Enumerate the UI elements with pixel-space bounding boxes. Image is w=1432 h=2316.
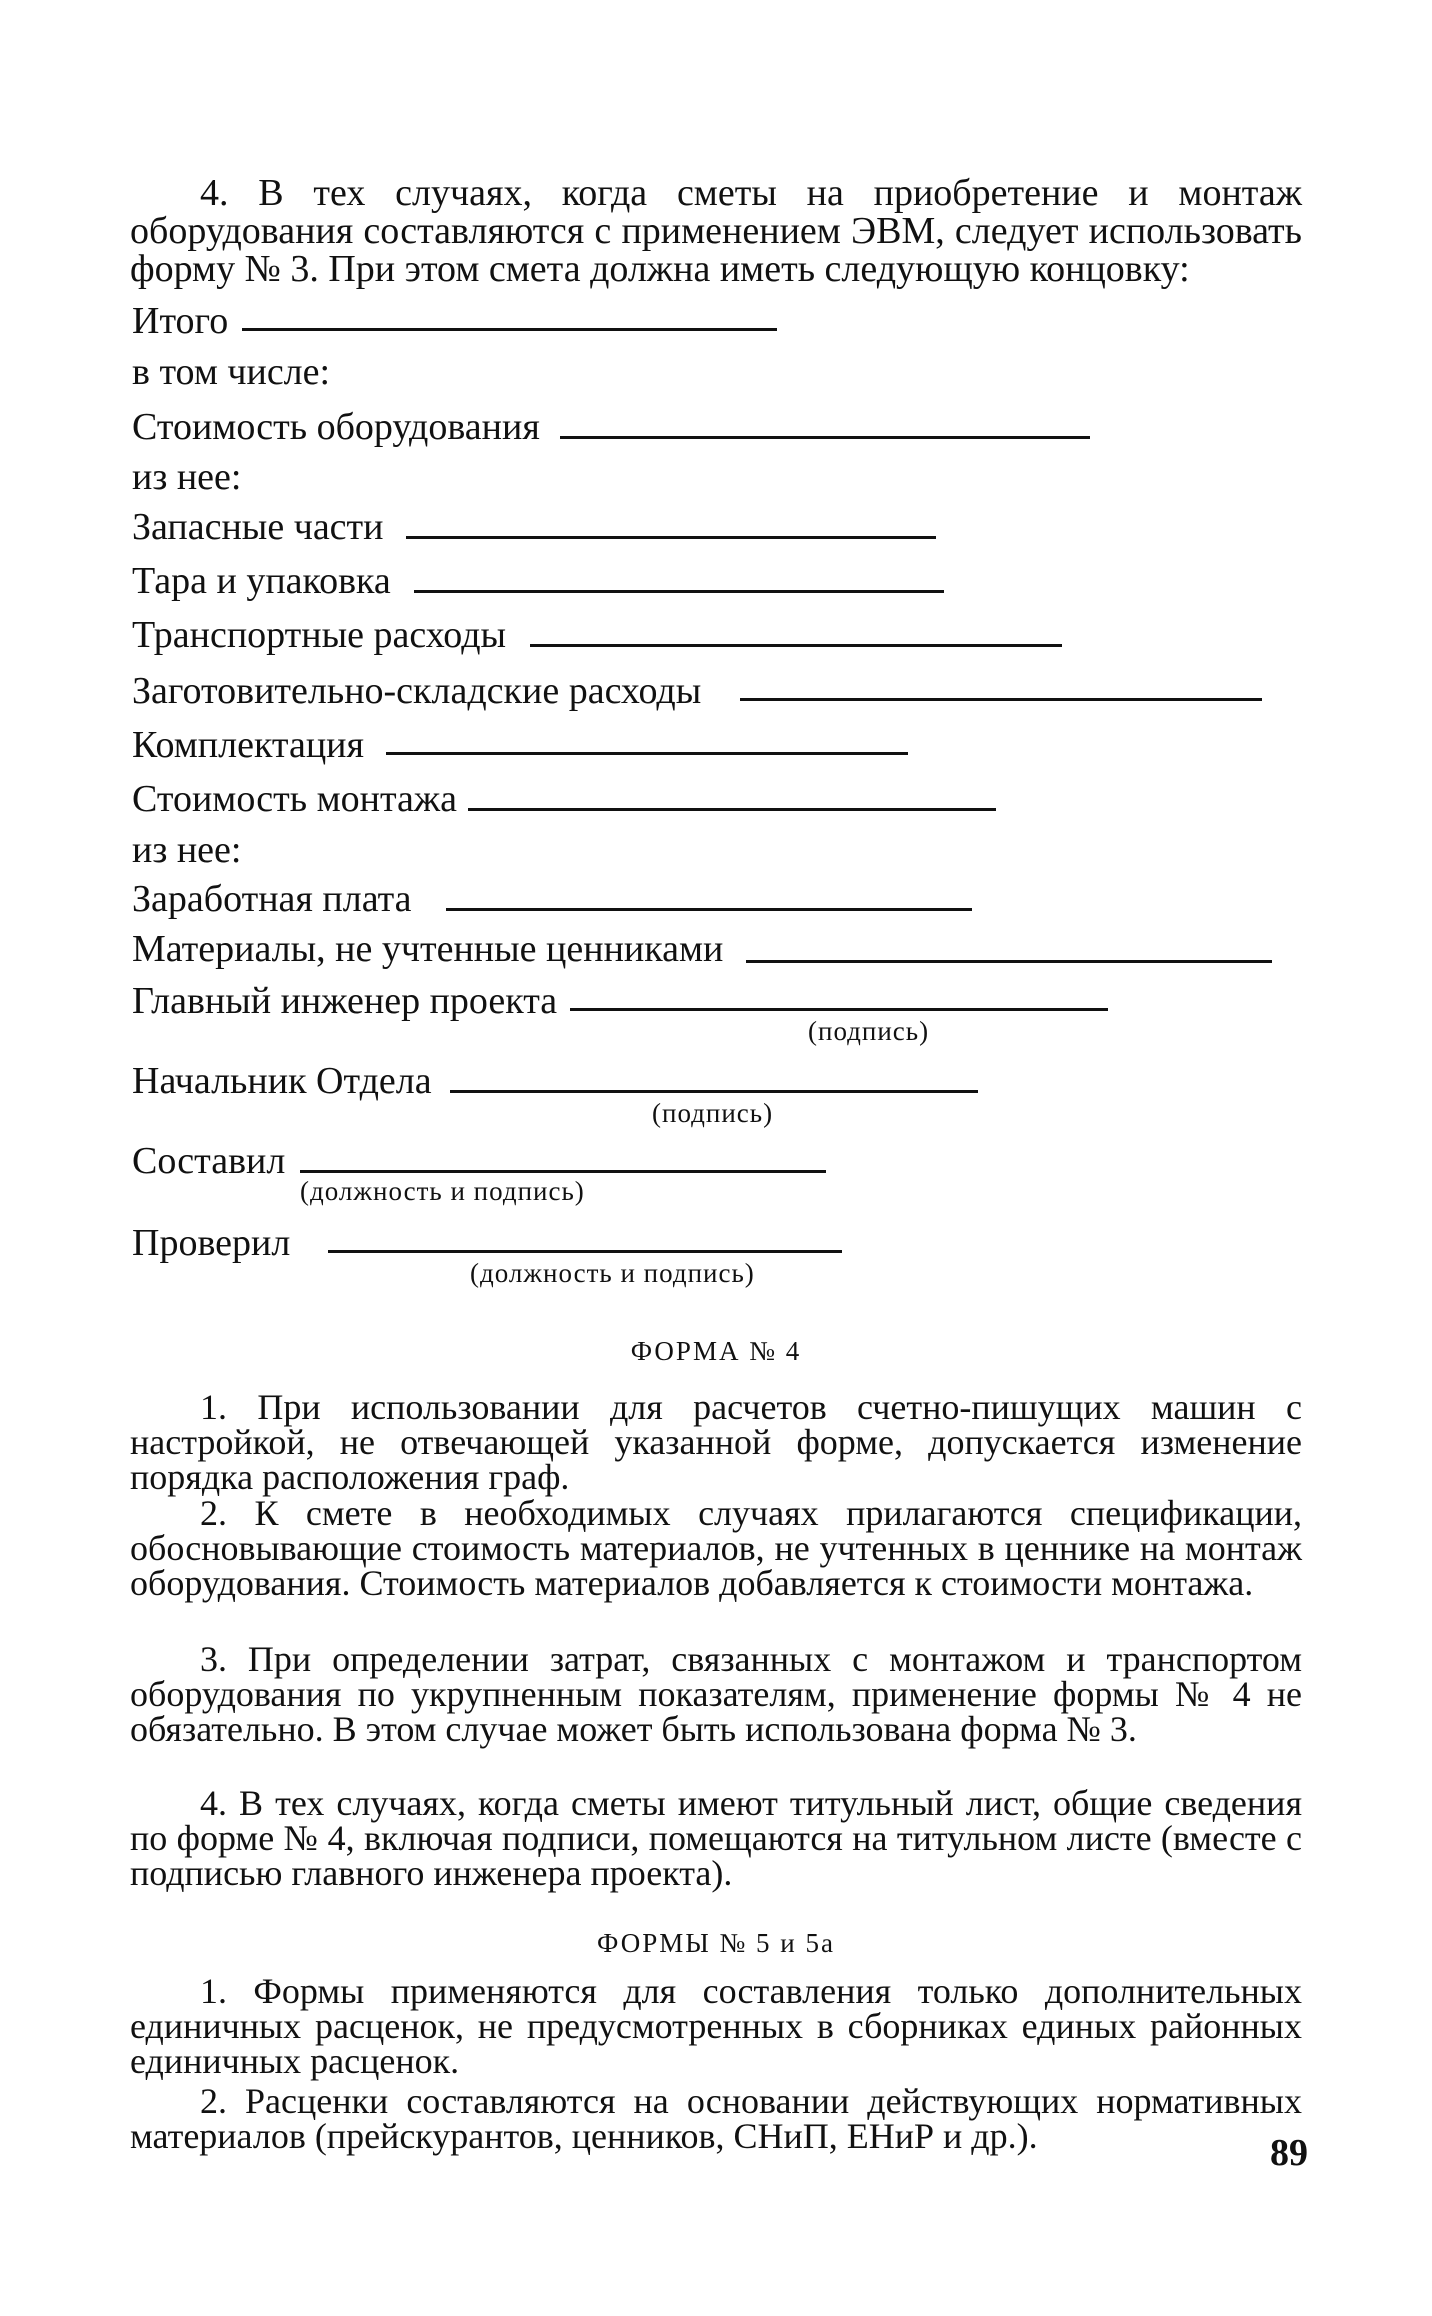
form4-item-4: 4. В тех случаях, когда сметы имеют титульный лист, общие сведения по форме № 4, включая подписи, помещаются на титульном листе (вместе с подписью главного инженера проекта). [130,1783,1302,1893]
field-stoimost-montazha [132,764,1132,824]
signature-dept-head [132,1046,1232,1126]
field-stoimost-oborudovaniya [132,392,1232,452]
signature-line [570,1008,1108,1011]
form4-heading: ФОРМА № 4 [630,1336,802,1366]
signature-label: Проверил [132,1222,291,1264]
form4-item-3: 3. При определении затрат, связанных с монтажом и транспортом оборудования по укрупненным показателям, применение формы № 4 не обязательно. В этом случае может быть использована форма № 3. [130,1639,1302,1749]
field-label: Заработная плата [132,878,412,920]
signature-checked [132,1208,1132,1288]
signature-chief-engineer [132,966,1282,1046]
blank-line [414,590,944,593]
field-tara [132,546,1132,606]
signature-caption: (должность и подпись) [470,1258,755,1288]
signature-line [300,1170,826,1173]
signature-caption: (подпись) [652,1098,774,1128]
signature-line [450,1090,978,1093]
field-komplektaciya [132,710,1132,770]
field-label: Запасные части [132,506,384,548]
blank-line [468,808,996,811]
blank-line [746,960,1272,963]
v-tom-chisle-label: в том числе: [132,351,331,393]
iz-nee-label: из нее: [132,829,242,871]
blank-line [530,644,1062,647]
blank-line [242,328,777,331]
field-label: Заготовительно-складские расходы [132,670,702,712]
field-materialy [132,914,1332,974]
form4-item-2: 2. К смете в необходимых случаях прилагаются спецификации, обосновывающие стоимость материалов, не учтенных в ценнике на монтаж оборудования. Стоимость материалов добавляется к стоимости монтажа. [130,1493,1302,1603]
signature-label: Начальник Отдела [132,1060,432,1102]
field-label: Стоимость оборудования [132,406,540,448]
blank-line [446,908,972,911]
field-label: Комплектация [132,724,364,766]
field-zagotovitelno [132,656,1312,716]
field-label: Тара и упаковка [132,560,391,602]
form5-item-1: 1. Формы применяются для составления только дополнительных единичных расценок, не предусмотренных в сборниках единых районных единичных расценок. [130,1971,1302,2081]
iz-nee-label: из нее: [132,456,242,498]
field-itogo [132,286,832,346]
signature-line [328,1250,842,1253]
signature-label: Составил [132,1140,286,1182]
field-transportnye [132,600,1232,660]
field-label: Стоимость монтажа [132,778,458,820]
form5-item-2: 2. Расценки составляются на основании действующих нормативных материалов (прейскурантов, ценников, СНиП, ЕНиР и др.). [130,2081,1302,2156]
page-number: 89 [1270,2132,1308,2174]
field-label: Итого [132,300,229,342]
signature-caption: (должность и подпись) [300,1176,585,1206]
blank-line [560,436,1090,439]
signature-caption: (подпись) [808,1016,930,1046]
field-label: Транспортные расходы [132,614,507,656]
field-label: Материалы, не учтенные ценниками [132,928,724,970]
form4-item-1: 1. При использовании для расчетов счетно-пишущих машин с настройкой, не отвечающей указанной форме, допускается изменение порядка расположения граф. [130,1387,1302,1497]
signature-compiled [132,1126,1132,1206]
intro-paragraph: 4. В тех случаях, когда сметы на приобретение и монтаж оборудования составляются с применением ЭВМ, следует использовать форму № 3. При этом смета должна иметь следующую концовку: [130,172,1302,290]
blank-line [386,752,908,755]
blank-line [406,536,936,539]
form5-heading: ФОРМЫ № 5 и 5а [597,1928,835,1958]
field-zapasnye-chasti [132,492,1132,552]
blank-line [740,698,1262,701]
signature-label: Главный инженер проекта [132,980,558,1022]
